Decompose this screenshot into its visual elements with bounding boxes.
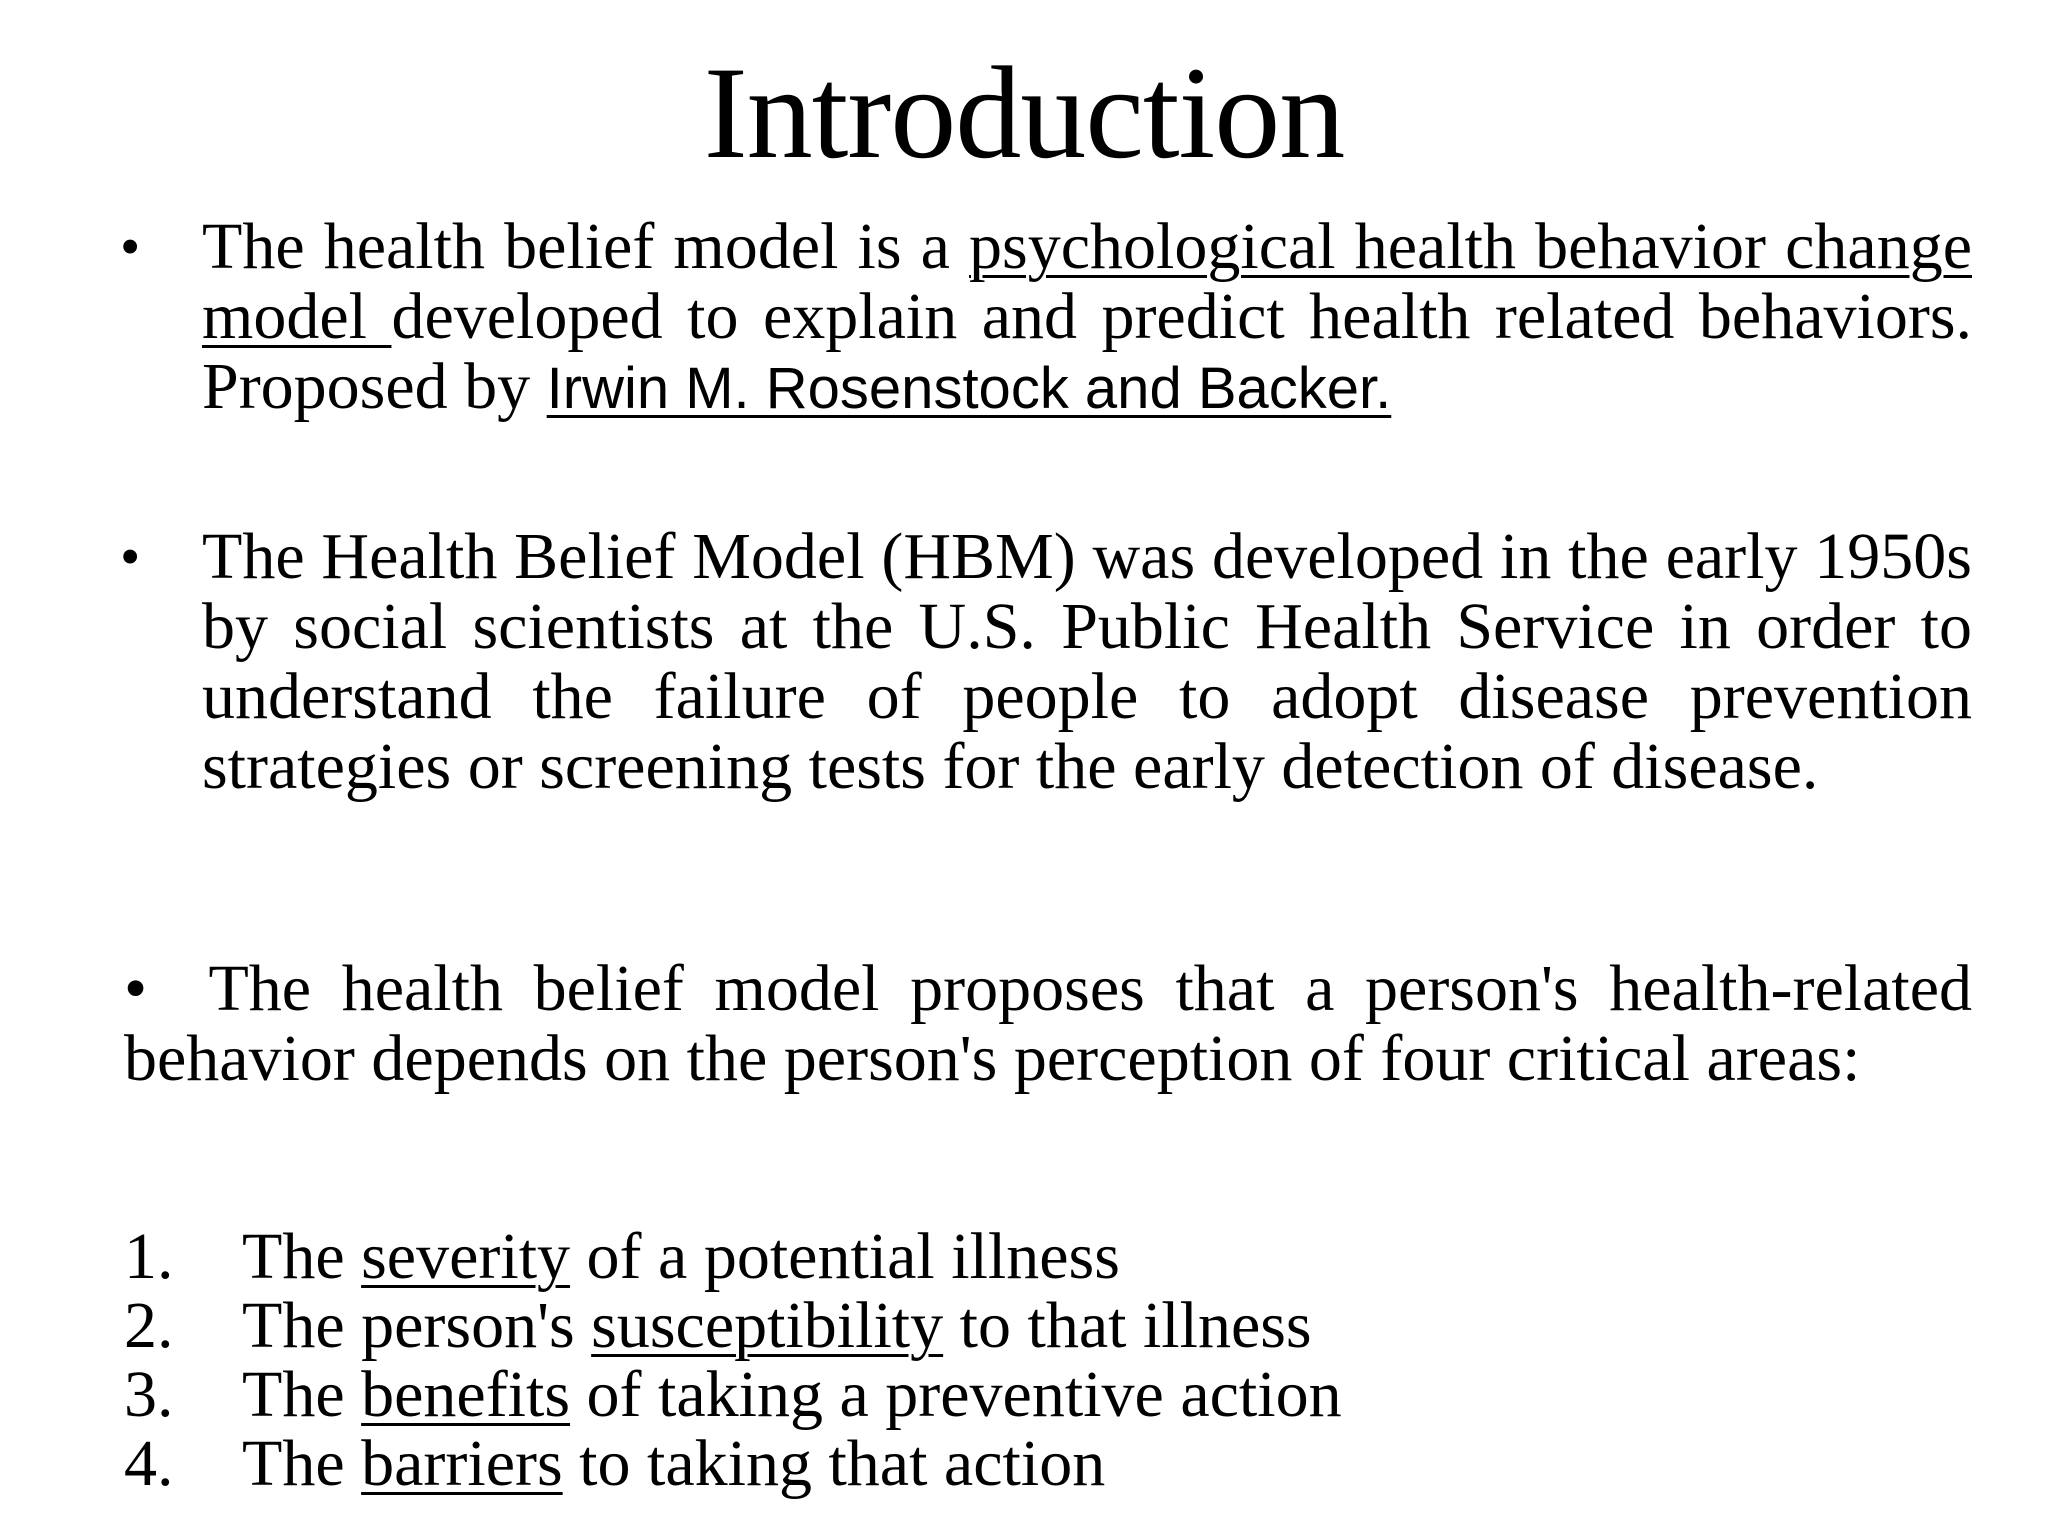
bullet-3-text: The health belief model proposes that a person's health-related behavior depends on the person's perception of four critical areas: — [124, 952, 1973, 1095]
bullet-1-authors: Irwin M. Rosenstock and Backer. — [546, 356, 1392, 421]
list-item — [124, 1360, 1972, 1429]
bullet-1-underlined-term: psychological health behavior change model — [202, 210, 1972, 353]
bullet-3-paragraph — [124, 954, 1972, 1094]
list-item — [124, 1429, 1972, 1498]
bullet-2-marker: • — [120, 524, 141, 589]
list-item-text: to that illness — [943, 1289, 1312, 1362]
list-item-keyword: benefits — [361, 1358, 571, 1431]
bullet-1-text-a: The health belief model is a — [202, 210, 970, 283]
list-item-number: 3. — [124, 1358, 174, 1431]
list-item-text: of taking a preventive action — [570, 1358, 1342, 1431]
list-item-number: 2. — [124, 1289, 174, 1362]
list-item — [124, 1291, 1972, 1360]
bullet-1-marker: • — [120, 214, 141, 279]
bullet-1-text-b: developed to explain and predict health related behaviors. Proposed by — [202, 280, 1972, 423]
bullet-3-marker: • — [124, 952, 148, 1025]
list-item-number: 4. — [124, 1427, 174, 1500]
list-item-text: The — [242, 1358, 362, 1431]
list-item-text: to taking that action — [562, 1427, 1106, 1500]
list-item-keyword: susceptibility — [591, 1289, 944, 1362]
list-item — [124, 1222, 1972, 1291]
list-item-text: The person's — [242, 1289, 592, 1362]
list-item-keyword: severity — [361, 1220, 571, 1293]
bullet-1-paragraph — [202, 212, 1972, 424]
slide-title: Introduction — [703, 39, 1345, 186]
bullet-2-paragraph: The Health Belief Model (HBM) was developed in the early 1950s by social scientists at the U.S. Public Health Service in order to understand the failure of people to adopt disease prevention strategies or screening tests for the early detection of disease. — [202, 520, 1972, 803]
list-item-keyword: barriers — [361, 1427, 563, 1500]
list-item-text: The — [242, 1220, 362, 1293]
list-item-number: 1. — [124, 1220, 174, 1293]
critical-areas-list — [124, 1222, 1972, 1498]
list-item-text: The — [242, 1427, 362, 1500]
list-item-text: of a potential illness — [570, 1220, 1120, 1293]
